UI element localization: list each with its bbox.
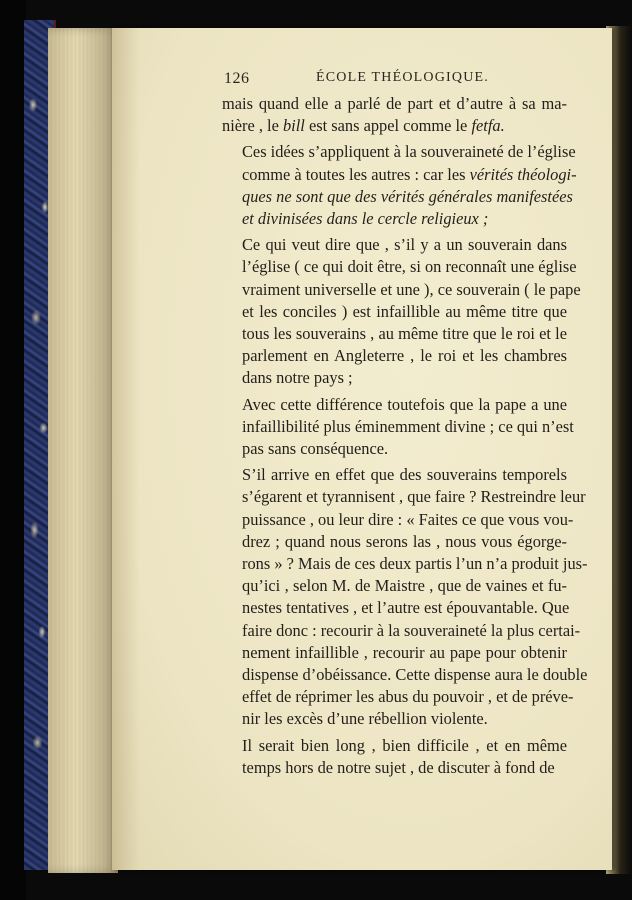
text-line	[222, 575, 567, 597]
text-run: mais quand elle a parlé de part et d’autre à sa ma-	[222, 94, 567, 113]
text-run: nière , le	[222, 116, 283, 136]
paragraph	[222, 394, 574, 461]
running-title: ÉCOLE THÉOLOGIQUE.	[316, 70, 489, 85]
text-line	[222, 164, 577, 186]
text-line	[222, 438, 567, 460]
text-run: nement infaillible , recourir au pape pour obtenir	[242, 642, 567, 662]
text-line	[222, 367, 567, 389]
text-line	[222, 256, 577, 278]
page-fore-edges	[48, 28, 118, 873]
text-run: temps hors de notre sujet , de discuter à fond de	[242, 757, 555, 777]
text-line	[222, 509, 574, 531]
text-run: comme à toutes les autres : car les	[242, 164, 470, 184]
text-line	[222, 323, 567, 345]
italic-text: bill	[282, 116, 305, 136]
text-line	[222, 597, 570, 619]
text-run: tous les souverains , au même titre que le roi et le	[242, 324, 567, 344]
dark-background	[0, 0, 26, 900]
text-run: effet de réprimer les abus du pouvoir , et de préve-	[242, 687, 574, 707]
paragraph	[222, 141, 577, 230]
text-run: dispense d’obéissance. Cette dispense aura le double	[242, 665, 588, 685]
text-line	[222, 686, 574, 708]
text-run: puissance , ou leur dire : « Faites ce que vous vou-	[242, 509, 574, 529]
text-run: et les conciles ) est infaillible au même titre que	[242, 301, 567, 321]
text-run: nir les excès d’une rébellion violente.	[242, 709, 488, 729]
text-line	[222, 553, 588, 575]
text-run: S’il arrive en effet que des souverains temporels	[242, 465, 567, 485]
text-line	[222, 531, 567, 553]
text-line	[222, 301, 567, 323]
text-run: rons » ? Mais de ces deux partis l’un n’a produit jus-	[242, 554, 588, 574]
text-line	[222, 620, 581, 642]
text-line	[222, 642, 567, 664]
paragraph	[222, 464, 588, 730]
text-run: s’égarent et tyrannisent , que faire ? Restreindre leur	[242, 487, 586, 507]
text-line	[222, 664, 588, 686]
text-run: Ces idées s’appliquent à la souveraineté de l’église	[242, 142, 576, 162]
text-line	[222, 416, 574, 438]
paragraph	[222, 735, 567, 779]
text-line	[222, 234, 567, 256]
text-line	[222, 394, 567, 416]
text-run: vraiment universelle et une ), ce souverain ( le pape	[242, 279, 581, 299]
text-run: parlement en Angleterre , le roi et les chambres	[242, 346, 567, 366]
paragraph	[222, 93, 567, 137]
text-line	[222, 115, 567, 137]
text-run: nestes tentatives , et l’autre est épouvantable. Que	[242, 598, 570, 618]
text-run: drez ; quand nous serons las , nous vous égorge-	[242, 531, 567, 551]
text-line	[222, 486, 586, 508]
text-run: est sans appel comme le	[304, 116, 472, 136]
text-line	[222, 141, 576, 163]
body-text	[222, 93, 588, 783]
paragraph	[222, 234, 581, 389]
italic-text: vérités théologi-	[469, 164, 577, 184]
text-line	[222, 279, 581, 301]
text-run: pas sans conséquence.	[242, 439, 389, 459]
text-run: Il serait bien long , bien difficile , et en même	[242, 735, 567, 755]
italic-text: ques ne sont que des vérités générales manifestées	[242, 186, 573, 206]
text-line	[222, 208, 567, 230]
text-run: faire donc : recourir à la souveraineté la plus certai-	[242, 620, 581, 640]
text-line	[222, 708, 567, 730]
page-number: 126	[224, 70, 250, 87]
text-run: Ce qui veut dire que , s’il y a un souverain dans	[242, 235, 567, 255]
text-line	[222, 93, 567, 115]
text-line	[222, 186, 573, 208]
italic-text: et divinisées dans le cercle religieux ;	[242, 209, 489, 229]
text-line	[222, 735, 567, 757]
text-run: l’église ( ce qui doit être, si on reconnaît une église	[242, 257, 577, 277]
text-run: dans notre pays ;	[242, 368, 353, 388]
italic-text: fetfa.	[471, 116, 505, 136]
text-line	[222, 464, 567, 486]
text-run: infaillibilité plus éminemment divine ; ce qui n’est	[242, 416, 574, 436]
text-line	[222, 345, 567, 367]
text-line	[222, 757, 567, 779]
text-run: Avec cette différence toutefois que la pape a une	[242, 394, 567, 414]
text-run: qu’ici , selon M. de Maistre , que de vaines et fu-	[242, 576, 567, 596]
